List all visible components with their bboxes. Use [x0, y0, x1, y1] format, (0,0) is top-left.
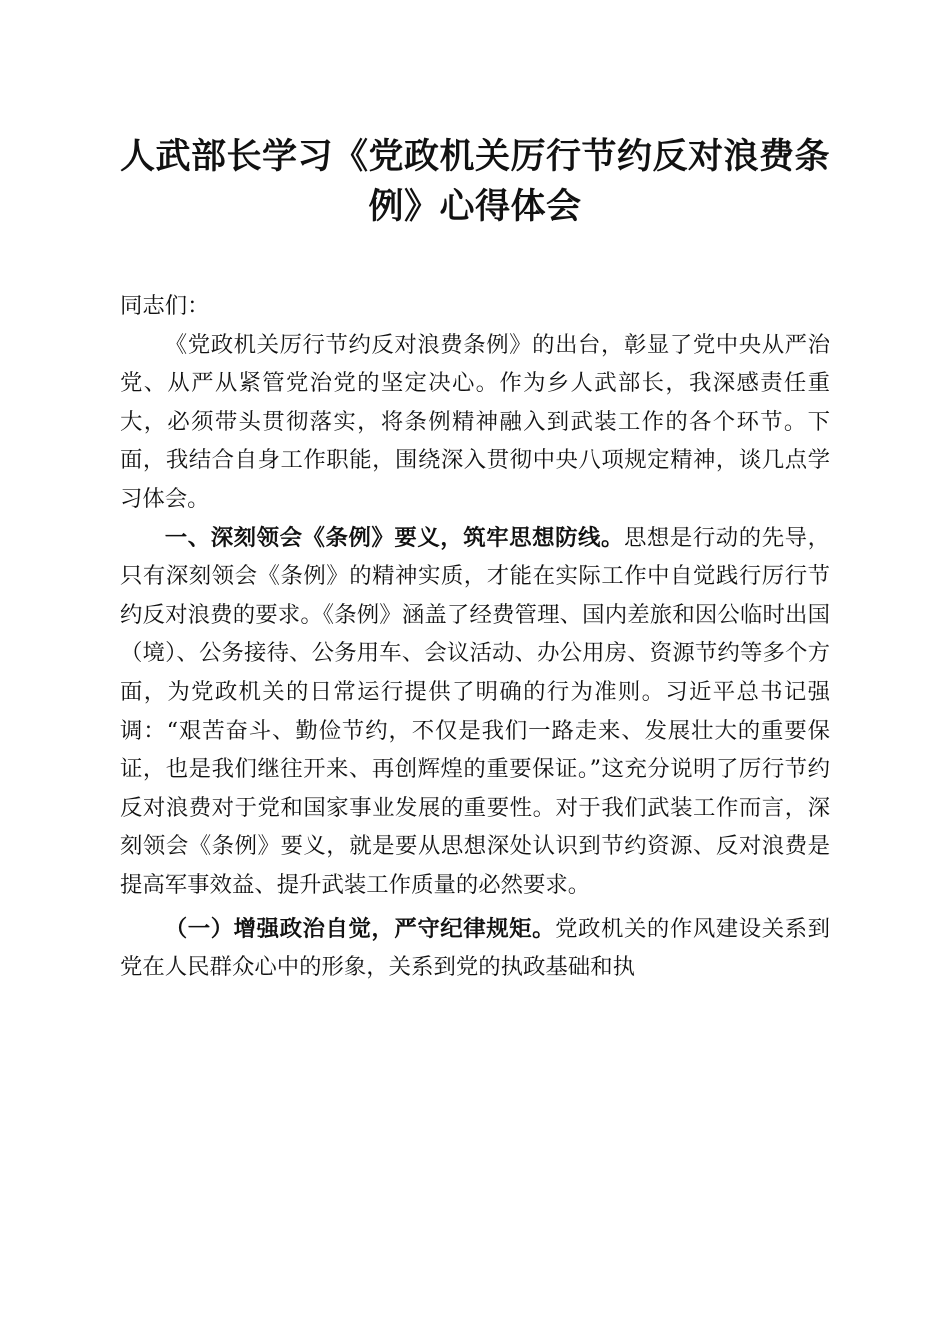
intro-paragraph: 《党政机关厉行节约反对浪费条例》的出台，彰显了党中央从严治党、从严从紧管党治党的坚定决心。作为乡人武部长，我深感责任重大，必须带头贯彻落实，将条例精神融入到武装工作的各个环节。下面，我结合自身工作职能，围绕深入贯彻中央八项规定精神，谈几点学习体会。	[120, 331, 830, 512]
subsection-1-paragraph	[120, 910, 830, 987]
subsection-1-body: 党政机关的作风建设关系到党在人民群众心中的形象，关系到党的执政基础和执	[120, 915, 831, 981]
section-1-paragraph	[120, 519, 830, 905]
section-1-body: 思想是行动的先导，只有深刻领会《条例》的精神实质，才能在实际工作中自觉践行厉行节约反对浪费的要求。《条例》涵盖了经费管理、国内差旅和因公临时出国（境）、公务接待、公务用车、会议活动、办公用房、资源节约等多个方面，为党政机关的日常运行提供了明确的行为准则。习近平总书记强调：“艰苦奋斗、勤俭节约，不仅是我们一路走来、发展壮大的重要保证，也是我们继往开来、再创辉煌的重要保证。”这充分说明了厉行节约反对浪费对于党和国家事业发展的重要性。对于我们武装工作而言，深刻领会《条例》要义，就是要从思想深处认识到节约资源、反对浪费是提高军事效益、提升武装工作质量的必然要求。	[120, 524, 831, 898]
document-body	[120, 287, 830, 987]
section-1-heading: 一、深刻领会《条例》要义，筑牢思想防线。	[164, 524, 624, 551]
title-line-1: 人武部长学习《党政机关厉行节约反对浪费条	[120, 137, 831, 177]
salutation: 同志们：	[120, 293, 210, 319]
subsection-1-heading: （一）增强政治自觉，严守纪律规矩。	[164, 915, 556, 942]
title-line-2: 例》心得体会	[368, 187, 582, 227]
document-title	[120, 132, 830, 232]
